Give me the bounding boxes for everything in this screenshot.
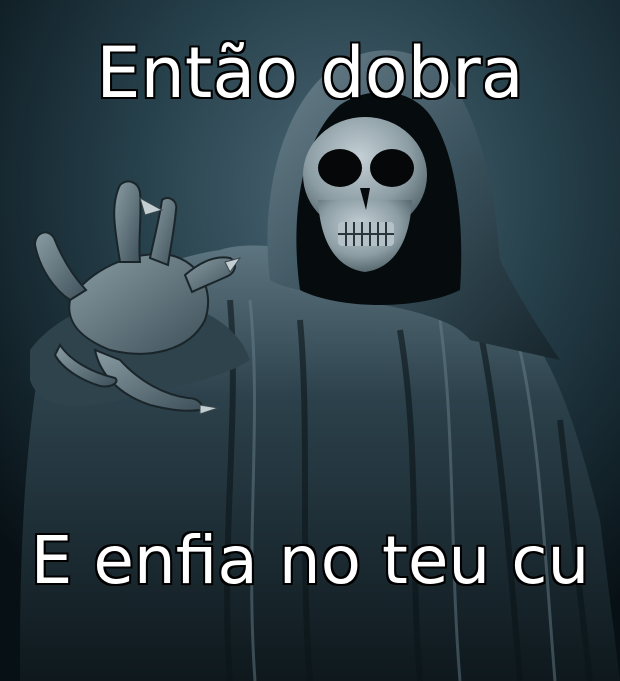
left-eye-socket (318, 149, 362, 187)
meme-top-text: Então dobra (96, 32, 524, 114)
right-eye-socket (370, 149, 414, 187)
meme-bottom-text: E enfia no teu cu (30, 522, 590, 599)
